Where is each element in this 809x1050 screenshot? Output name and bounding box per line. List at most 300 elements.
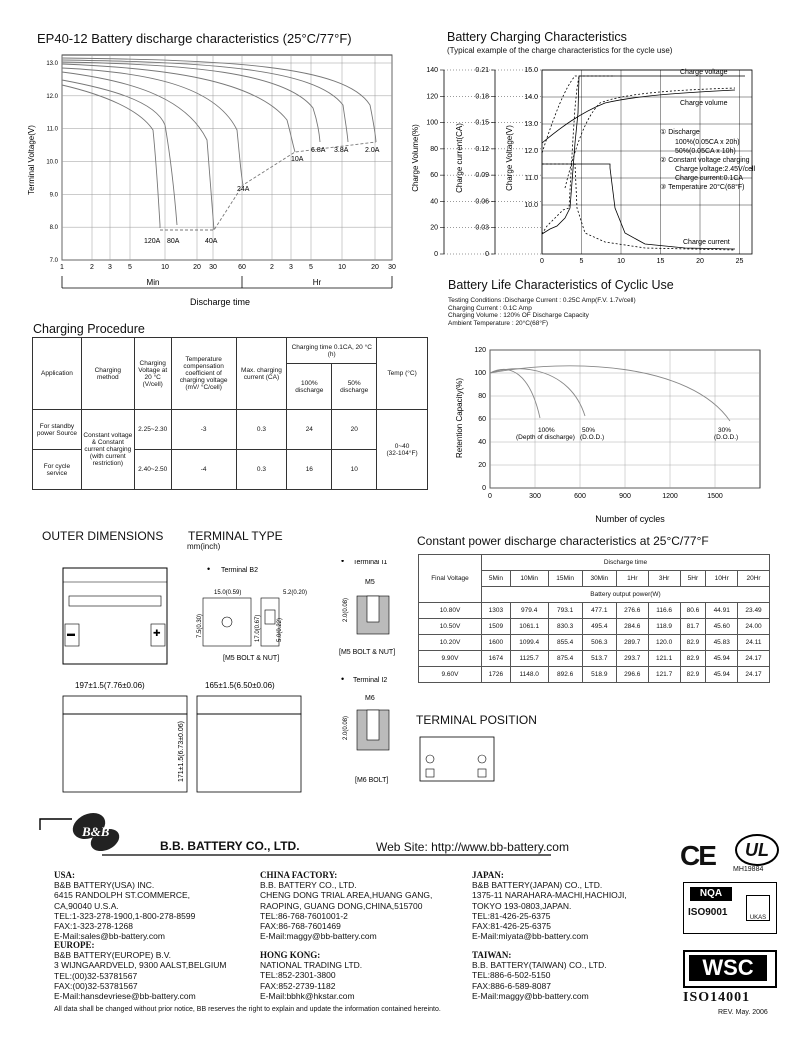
discharge-ytick: 8.0: [49, 225, 58, 232]
power-row: [419, 651, 770, 667]
proc-r1-tc: -3: [171, 410, 236, 450]
discharge-curve-label: 40A: [205, 238, 218, 245]
life-label-30: 30%: [718, 427, 732, 434]
discharge-curve-label: 2.0A: [365, 147, 380, 154]
power-cell: 1509: [482, 619, 511, 635]
proc-h-application: Application: [33, 338, 82, 410]
charging-y2-label: Charge current(CA): [455, 123, 464, 193]
life-condition: Charging Current : 0.1C Amp: [448, 304, 532, 312]
discharge-xtick: 30: [388, 264, 396, 271]
proc-r1-max: 0.3: [236, 410, 287, 450]
contact-line: TEL:(00)32-53781567: [54, 970, 138, 981]
discharge-curve: [62, 85, 160, 225]
power-cell: 1600: [482, 635, 511, 651]
proc-h-method: Charging method: [81, 338, 134, 410]
life-xlabel: Number of cycles: [595, 514, 665, 524]
power-cell: 45.83: [706, 635, 738, 651]
power-final-voltage: 10.80V: [419, 603, 482, 619]
power-col-header: 3Hr: [648, 571, 680, 587]
contact-line[interactable]: E-Mail:bbhk@hkstar.com: [260, 990, 355, 1001]
ul-number: MH19884: [733, 866, 764, 873]
dim-length: 197±1.5(7.76±0.06): [75, 681, 145, 690]
discharge-xtick: 3: [108, 264, 112, 271]
proc-method: Constant voltage & Constant current charging (with current restriction): [81, 410, 134, 490]
life-xtick: 900: [619, 493, 631, 500]
contact-line[interactable]: E-Mail:hansdevriese@bb-battery.com: [54, 991, 196, 1002]
charging-y2-tick: 0.15: [475, 119, 489, 127]
power-cell: 793.1: [548, 603, 582, 619]
charging-y3-tick: 10.0: [524, 202, 538, 209]
contact-line: 6415 RANDOLPH ST.COMMERCE,: [54, 890, 191, 901]
charging-y1-tick: 140: [426, 67, 438, 74]
discharge-ylabel: Terminal Voltage(V): [27, 125, 36, 195]
charging-y1-tick: 80: [430, 145, 438, 153]
b2-dim-4: 17.0(0.67): [255, 614, 261, 642]
discharge-xtick: 60: [238, 264, 246, 271]
life-xtick: 1500: [707, 493, 723, 500]
nqa-logo: NQA: [690, 887, 732, 901]
power-col-header: 20Hr: [738, 571, 770, 587]
contact-region-heading: HONG KONG:: [260, 950, 321, 960]
disclaimer: All data shall be changed without prior notice, BB reserves the right to explain and update the information contained hereinto.: [54, 1006, 441, 1013]
svg-text:•: •: [341, 674, 345, 684]
contact-line: TOKYO 193-0803,JAPAN.: [472, 900, 572, 911]
contact-region-heading: EUROPE:: [54, 940, 95, 950]
power-h-output: Battery output power(W): [482, 587, 770, 603]
power-final-voltage: 10.20V: [419, 635, 482, 651]
discharge-xtick: 2: [90, 264, 94, 271]
life-condition: Charging Volume : 120% OF Discharge Capacity: [448, 312, 589, 319]
contact-line: FAX:(00)32-53781567: [54, 980, 138, 991]
power-cell: 477.1: [582, 603, 616, 619]
power-cell: 24.00: [738, 619, 770, 635]
charging-legend-item: ① Discharge: [660, 129, 700, 136]
power-cell: 276.6: [616, 603, 648, 619]
charging-y3-label: Charge Voltage(V): [505, 125, 514, 191]
discharge-curve-label: 24A: [237, 186, 250, 193]
proc-h-tempcomp: Temperature compensation coefficient of charging voltage (mV/ °C/cell): [171, 338, 236, 410]
ukas-logo: UKAS: [746, 895, 770, 921]
power-final-voltage: 10.50V: [419, 619, 482, 635]
power-cell: 118.9: [648, 619, 680, 635]
i1-dim: 2.0(0.08): [343, 597, 349, 622]
proc-r2-v: 2.40~2.50: [134, 450, 171, 490]
iso9001-text: ISO9001: [688, 907, 728, 918]
terminal-b2-drawing: [203, 598, 279, 646]
charging-chart: [405, 58, 765, 273]
dimension-drawings: [55, 560, 415, 800]
power-col-header: 15Min: [548, 571, 582, 587]
svg-text:▬: ▬: [67, 629, 75, 638]
power-cell: 830.3: [548, 619, 582, 635]
iso9001-badge: [683, 882, 777, 934]
life-ytick: 40: [478, 439, 486, 446]
power-col-header: 10Hr: [706, 571, 738, 587]
life-condition: Ambient Temperature : 20°C(68°F): [448, 319, 549, 327]
charging-xtick: 0: [540, 258, 544, 265]
charging-chars-subtitle: (Typical example of the charge characteristics for the cycle use): [447, 46, 673, 55]
life-ytick: 120: [474, 347, 486, 354]
power-cell: 82.9: [680, 667, 706, 683]
proc-temp: [377, 410, 428, 490]
proc-r1-app: For standby power Source: [33, 410, 82, 450]
contact-line: FAX:886-6-589-8087: [472, 980, 551, 991]
charging-chars-title: Battery Charging Characteristics: [447, 30, 627, 44]
discharge-xtick: 2: [270, 264, 274, 271]
life-label-30b: (D.O.D.): [714, 434, 739, 441]
dim-width: 165±1.5(6.50±0.06): [205, 681, 275, 690]
terminal-i2-drawing: [357, 710, 389, 750]
power-row: [419, 635, 770, 651]
power-cell: 1061.1: [510, 619, 548, 635]
charging-y3-tick: 11.0: [524, 175, 538, 182]
contact-line[interactable]: E-Mail:maggy@bb-battery.com: [472, 990, 589, 1001]
life-conditions: [448, 297, 636, 327]
discharge-ytick: 9.0: [49, 192, 58, 199]
contact-line: B.B. BATTERY(TAIWAN) CO., LTD.: [472, 960, 607, 971]
contact-hk: [260, 950, 362, 1001]
discharge-ytick: 7.0: [49, 258, 58, 264]
power-cell: 289.7: [616, 635, 648, 651]
contact-line: TEL:86-768-7601001-2: [260, 910, 348, 921]
power-cell: 121.1: [648, 651, 680, 667]
life-xtick: 1200: [662, 493, 678, 500]
power-cell: 44.91: [706, 603, 738, 619]
discharge-curve-label: 3.8A: [334, 147, 349, 154]
discharge-curve: [62, 58, 376, 142]
power-cell: 1125.7: [510, 651, 548, 667]
power-cell: 513.7: [582, 651, 616, 667]
discharge-hr-label: Hr: [312, 278, 322, 287]
charging-y3-tick: 15.0: [524, 67, 538, 74]
power-col-header: 5Min: [482, 571, 511, 587]
power-cell: 121.7: [648, 667, 680, 683]
power-col-header: 10Min: [510, 571, 548, 587]
proc-r2-app: For cycle service: [33, 450, 82, 490]
contact-line: NATIONAL TRADING LTD.: [260, 960, 363, 971]
power-cell: 80.6: [680, 603, 706, 619]
battery-front-view: [63, 568, 167, 664]
contact-region-heading: TAIWAN:: [472, 950, 512, 960]
power-cell: 24.17: [738, 667, 770, 683]
charging-y1-tick: 20: [430, 224, 438, 232]
contact-taiwan: [472, 950, 607, 1001]
contact-europe: [54, 940, 226, 1001]
power-cell: 82.9: [680, 635, 706, 651]
contact-line: CHENG DONG TRIAL AREA,HUANG GANG,: [260, 890, 433, 901]
charging-y2-tick: 0.06: [475, 198, 489, 206]
power-cell: 506.3: [582, 635, 616, 651]
power-col-header: 5Hr: [680, 571, 706, 587]
charging-y2-tick: 0.03: [475, 224, 489, 232]
b2-dim-2: 5.2(0.20): [283, 590, 308, 596]
power-cell: 45.94: [706, 667, 738, 683]
contact-japan: [472, 870, 627, 941]
contact-line: B.B. BATTERY CO., LTD.: [260, 880, 357, 891]
discharge-curve-label: 6.8A: [311, 147, 326, 154]
power-cell: 1148.0: [510, 667, 548, 683]
power-final-voltage: 9.60V: [419, 667, 482, 683]
svg-text:✚: ✚: [153, 628, 161, 638]
power-cell: 875.4: [548, 651, 582, 667]
i2-dim: 2.0(0.08): [343, 715, 349, 740]
power-cell: 1726: [482, 667, 511, 683]
power-cell: 1674: [482, 651, 511, 667]
svg-text:•: •: [207, 564, 211, 574]
life-ytick: 0: [482, 485, 486, 492]
charging-y2-tick: 0.09: [475, 172, 489, 180]
charging-y1-tick: 120: [426, 93, 438, 101]
contact-line[interactable]: E-Mail:maggy@bb-battery.com: [260, 931, 377, 942]
charging-y2-tick: 0.18: [475, 93, 489, 101]
proc-r2-100: 16: [287, 450, 332, 490]
contact-china: [260, 870, 432, 941]
charging-legend-item: 50%(0.05CA x 10h): [675, 148, 736, 155]
proc-r2-max: 0.3: [236, 450, 287, 490]
discharge-xtick: 5: [309, 264, 313, 271]
discharge-curve-label: 120A: [144, 238, 161, 245]
charge-volume-label: Charge volume: [680, 100, 728, 107]
contact-region-heading: JAPAN:: [472, 870, 504, 880]
dimensions-title: OUTER DIMENSIONS: [42, 529, 164, 543]
proc-r2-50: 10: [332, 450, 377, 490]
charging-legend-item: Charge current:0.1CA: [675, 175, 744, 182]
power-cell: 24.11: [738, 635, 770, 651]
procedure-table: [32, 337, 428, 490]
contact-line: FAX:81-426-25-6375: [472, 921, 551, 932]
life-xtick: 300: [529, 493, 541, 500]
life-ytick: 80: [478, 393, 486, 400]
power-cell: 979.4: [510, 603, 548, 619]
discharge-ytick: 11.0: [46, 126, 58, 133]
wsc-logo: WSC: [689, 955, 767, 981]
life-label-50b: (D.O.D.): [580, 434, 605, 441]
discharge-ytick: 10.0: [46, 159, 58, 166]
charge-voltage-label: Charge voltage: [680, 69, 728, 76]
procedure-title: Charging Procedure: [33, 322, 145, 336]
ce-mark: CE: [680, 840, 715, 871]
power-cell: 518.9: [582, 667, 616, 683]
contact-line: 3 WIJNGAARDVELD, 9300 AALST,BELGIUM: [54, 960, 227, 971]
life-label-100b: (Depth of discharge): [516, 434, 575, 441]
life-label-50: 50%: [582, 427, 596, 434]
contact-region-heading: USA:: [54, 870, 76, 880]
power-cell: 82.9: [680, 651, 706, 667]
power-col-header: 1Hr: [616, 571, 648, 587]
dimensions-unit: mm(inch): [187, 542, 221, 551]
bb-logo: [70, 812, 122, 856]
b2-caption: [M5 BOLT & NUT]: [223, 655, 280, 662]
terminal-i1-drawing: [357, 596, 389, 634]
proc-h-voltage: Charging Voltage at 20 °C (V/cell): [134, 338, 171, 410]
charging-y2-tick: 0.12: [475, 145, 489, 153]
life-ytick: 60: [478, 416, 486, 423]
i2-m: M6: [365, 695, 375, 702]
wsc-badge: [683, 950, 777, 988]
terminal-b2-label: Terminal B2: [221, 567, 258, 574]
life-title: Battery Life Characteristics of Cyclic Use: [448, 278, 674, 292]
power-final-voltage: 9.90V: [419, 651, 482, 667]
power-table: [418, 554, 770, 683]
power-row: [419, 667, 770, 683]
power-cell: 293.7: [616, 651, 648, 667]
company-name: B.B. BATTERY CO., LTD.: [160, 839, 300, 853]
dim-height: 171±1.5(6.73±0.06): [178, 720, 185, 782]
power-title: Constant power discharge characteristics at 25°C/77°F: [417, 534, 709, 548]
contact-line: CA,90040 U.S.A.: [54, 900, 119, 911]
discharge-ytick: 13.0: [46, 61, 58, 67]
discharge-ytick: 12.0: [46, 93, 58, 100]
power-h-final: Final Voltage: [419, 555, 482, 603]
proc-r1-v: 2.25~2.30: [134, 410, 171, 450]
charging-y2-tick: 0: [485, 251, 489, 258]
charging-y1-tick: 60: [430, 172, 438, 180]
discharge-xtick: 5: [128, 264, 132, 271]
power-cell: 45.94: [706, 651, 738, 667]
contact-line: RAOPING, GUANG DONG,CHINA,515700: [260, 900, 423, 911]
life-ytick: 100: [474, 370, 486, 377]
contact-line: FAX:852-2739-1182: [260, 980, 336, 991]
terminal-i1-label: Terminal I1: [353, 560, 388, 566]
power-cell: 1099.4: [510, 635, 548, 651]
discharge-min-label: Min: [146, 278, 160, 287]
i1-m: M5: [365, 579, 375, 586]
contact-line: TEL:852-2301-3800: [260, 970, 336, 981]
power-cell: 296.6: [616, 667, 648, 683]
charging-xtick: 5: [579, 258, 584, 265]
discharge-curve-label: 10A: [291, 156, 304, 163]
charging-y1-tick: 0: [434, 251, 438, 258]
ul-mark: UL: [735, 834, 779, 866]
proc-r1-50: 20: [332, 410, 377, 450]
charging-legend-item: ③ Temperature 20°C(68°F): [660, 184, 745, 191]
charging-xtick: 20: [696, 258, 704, 265]
charging-legend-item: ② Constant voltage charging: [660, 157, 750, 164]
power-cell: 892.6: [548, 667, 582, 683]
power-row: [419, 603, 770, 619]
power-cell: 24.17: [738, 651, 770, 667]
svg-text:•: •: [341, 560, 345, 566]
contact-line: B&B BATTERY(USA) INC.: [54, 880, 155, 891]
website[interactable]: Web Site: http://www.bb-battery.com: [376, 840, 569, 854]
proc-temp-val2: (32-104°F): [386, 449, 418, 457]
life-xtick: 0: [488, 493, 492, 500]
charging-y1-tick: 100: [426, 119, 438, 127]
discharge-curve: [62, 60, 348, 142]
charging-y3-tick: 12.0: [524, 148, 538, 155]
power-col-header: 30Min: [582, 571, 616, 587]
i1-caption: [M5 BOLT & NUT]: [339, 649, 396, 656]
contact-line: FAX:1-323-278-1268: [54, 921, 133, 932]
charging-y3-tick: 14.0: [524, 94, 538, 101]
i2-caption: [M6 BOLT]: [355, 777, 389, 784]
iso14001-text: ISO14001: [683, 990, 751, 1005]
life-chart: [450, 338, 770, 528]
discharge-curve: [62, 62, 320, 142]
charging-y1-label: Charge Volume(%): [411, 124, 420, 192]
power-cell: 120.0: [648, 635, 680, 651]
life-label-100: 100%: [538, 427, 555, 434]
contact-line: B&B BATTERY(EUROPE) B.V.: [54, 950, 171, 961]
discharge-curve: [62, 80, 177, 225]
contact-line: 1375-11 NARAHARA-MACHI,HACHIOJI,: [472, 890, 627, 901]
proc-h-maxcurrent: Max. charging current (CA): [236, 338, 287, 410]
charging-legend-item: 100%(0.05CA x 20h): [675, 139, 740, 146]
discharge-xtick: 3: [289, 264, 293, 271]
discharge-xlabel: Discharge time: [189, 297, 251, 307]
power-h-time: Discharge time: [482, 555, 770, 571]
terminal-position-title: TERMINAL POSITION: [416, 713, 537, 727]
discharge-xtick: 10: [161, 264, 169, 271]
charging-xtick: 10: [617, 258, 625, 265]
discharge-title: EP40-12 Battery discharge characteristics (25°C/77°F): [37, 31, 352, 46]
b2-dim-5: 5.0(0.22): [277, 617, 283, 642]
discharge-chart: [25, 50, 405, 310]
life-xtick: 600: [574, 493, 586, 500]
contact-line: FAX:86-768-7601469: [260, 921, 341, 932]
discharge-xtick: 1: [60, 264, 64, 271]
discharge-cutoff-line: [160, 142, 376, 230]
terminal-i2-label: Terminal I2: [353, 677, 388, 684]
terminal-type-title: TERMINAL TYPE: [188, 529, 283, 543]
contact-line: TEL:81-426-25-6375: [472, 910, 551, 921]
proc-h-time: Charging time 0.1CA, 20 °C (h): [287, 338, 377, 364]
proc-h-100: 100% discharge: [287, 364, 332, 410]
contact-region-heading: CHINA FACTORY:: [260, 870, 338, 880]
charging-xtick: 25: [735, 258, 744, 265]
power-cell: 23.49: [738, 603, 770, 619]
power-cell: 284.6: [616, 619, 648, 635]
discharge-xtick: 30: [209, 264, 217, 271]
contact-line[interactable]: E-Mail:miyata@bb-battery.com: [472, 931, 589, 942]
proc-r2-tc: -4: [171, 450, 236, 490]
power-cell: 1303: [482, 603, 511, 619]
life-ylabel: Retention Capacity(%): [455, 377, 464, 459]
proc-h-temp: Temp (°C): [377, 338, 428, 410]
charging-legend-item: Charge voltage:2.45V/cell: [675, 166, 756, 173]
power-cell: 81.7: [680, 619, 706, 635]
proc-h-50: 50% discharge: [332, 364, 377, 410]
life-ytick: 20: [478, 462, 486, 469]
charging-y2-tick: 0.21: [475, 67, 489, 74]
discharge-xtick: 20: [371, 264, 379, 271]
life-condition: Testing Conditions :Discharge Current : 0.25C Amp(F.V. 1.7v/cell): [448, 297, 636, 304]
charge-current-label: Charge current: [683, 239, 730, 246]
power-cell: 495.4: [582, 619, 616, 635]
charging-y3-tick: 13.0: [524, 121, 538, 128]
power-row: [419, 619, 770, 635]
power-cell: 855.4: [548, 635, 582, 651]
contact-line: TEL:886-6-502-5150: [472, 970, 551, 981]
power-cell: 45.60: [706, 619, 738, 635]
charging-xtick: 15: [656, 258, 665, 265]
power-cell: 116.6: [648, 603, 680, 619]
contact-usa: [54, 870, 195, 941]
terminal-position-drawing: [418, 735, 498, 785]
bb-logo-text: B&B: [82, 824, 110, 839]
revision: REV. May. 2006: [718, 1009, 768, 1016]
proc-r1-100: 24: [287, 410, 332, 450]
discharge-curve-label: 80A: [167, 238, 180, 245]
contact-line: TEL:1-323-278-1900,1-800-278-8599: [54, 910, 196, 921]
charging-y1-tick: 40: [430, 198, 438, 206]
proc-temp-val: 0~40: [394, 442, 410, 450]
b2-dim-1: 15.0(0.59): [214, 590, 242, 596]
contact-line[interactable]: E-Mail:sales@bb-battery.com: [54, 931, 165, 942]
b2-dim-3: 7.5(0.30): [197, 613, 203, 638]
contact-line: B&B BATTERY(JAPAN) CO., LTD.: [472, 880, 603, 891]
discharge-xtick: 10: [338, 264, 346, 271]
